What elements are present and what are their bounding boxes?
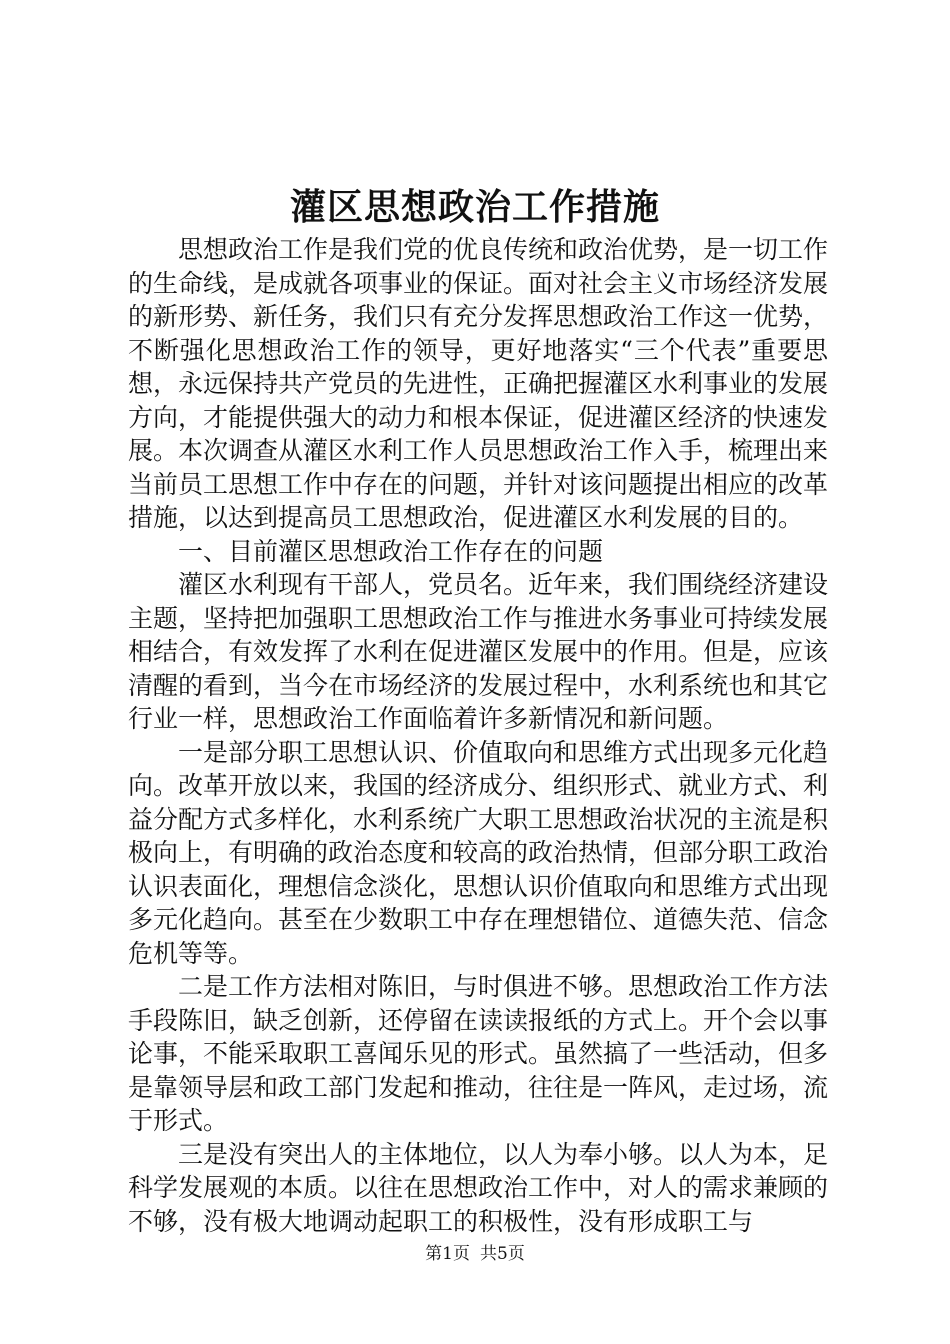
paragraph-point-one: 一是部分职工思想认识、价值取向和思维方式出现多元化趋向。改革开放以来，我国的经济成分、组织形式、就业方式、利益分配方式多样化，水利系统广大职工思想政治状况的主流是积极向上，有明确的政治态度和较高的政治热情，但部分职工政治认识表面化，理想信念淡化，思想认识价值取向和思维方式出现多元化趋向。甚至在少数职工中存在理想错位、道德失范、信念危机等等。 [128, 737, 829, 968]
section-heading: 一、目前灌区思想政治工作存在的问题 [178, 536, 604, 566]
page-total: 共5页 [480, 1244, 525, 1264]
paragraph-overview: 灌区水利现有干部人，党员名。近年来，我们围绕经济建设主题，坚持把加强职工思想政治工作与推进水务事业可持续发展相结合，有效发挥了水利在促进灌区发展中的作用。但是，应该清醒的看到，当今在市场经济的发展过程中，水利系统也和其它行业一样，思想政治工作面临着许多新情况和新问题。 [128, 570, 829, 733]
document-title: 灌区思想政治工作措施 [289, 186, 660, 228]
page-footer [0, 1242, 950, 1266]
page-number: 第1页 [425, 1244, 470, 1264]
paragraph-point-three: 三是没有突出人的主体地位，以人为奉小够。以人为本，足科学发展观的本质。以往在思想政治工作中，对人的需求兼顾的不够，没有极大地调动起职工的积极性，没有形成职工与 [128, 1139, 829, 1236]
document-body [128, 233, 828, 1238]
paragraph-intro: 思想政治工作是我们党的优良传统和政治优势，是一切工作的生命线，是成就各项事业的保证。面对社会主义市场经济发展的新形势、新任务，我们只有充分发挥思想政治工作这一优势，不断强化思想政治工作的领导，更好地落实“三个代表”重要思想，永远保持共产党员的先进性，正确把握灌区水利事业的发展方向，才能提供强大的动力和根本保证，促进灌区经济的快速发展。本次调查从灌区水利工作人员思想政治工作入手，梳理出来当前员工思想工作中存在的问题，并针对该问题提出相应的改革措施，以达到提高员工思想政治，促进灌区水利发展的目的。 [128, 235, 829, 532]
paragraph-point-two: 二是工作方法相对陈旧，与时俱进不够。思想政治工作方法手段陈旧，缺乏创新，还停留在读读报纸的方式上。开个会以事论事，不能采取职工喜闻乐见的形式。虽然搞了一些活动，但多是靠领导层和政工部门发起和推动，往往是一阵风，走过场，流于形式。 [128, 972, 829, 1135]
